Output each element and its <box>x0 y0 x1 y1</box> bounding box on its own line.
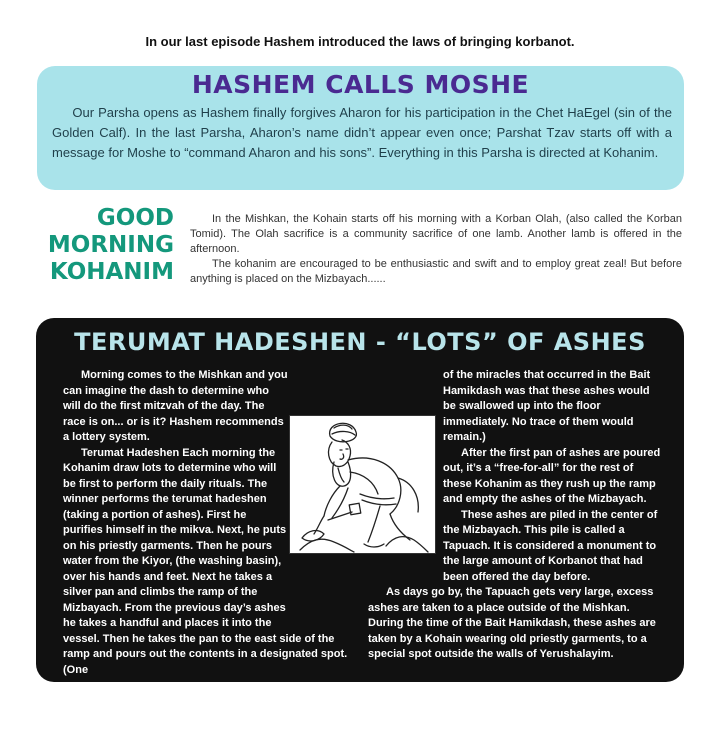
section-body <box>52 103 672 163</box>
kohain-drawing <box>290 416 435 553</box>
intro-line: In our last episode Hashem introduced the laws of bringing korbanot. <box>145 34 575 49</box>
section-title: TERUMAT HADESHEN - “LOTS” OF ASHES <box>74 328 646 356</box>
paragraph: Morning comes to the Mishkan and you can imagine the dash to determine who will do the first mitzvah of the day. The race is on... or is it? Hashem recommends a lottery system. <box>63 369 288 443</box>
good-morning-text <box>190 212 682 287</box>
kohain-illustration <box>289 415 436 554</box>
paragraph: These ashes are piled in the center of the Mizbayach. This pile is called a Tapuach. It is considered a monument to the large amount of Korbanot that had been offered the day before. <box>443 508 658 583</box>
paragraph: After the first pan of ashes are poured out, it’s a “free-for-all” for the rest of these Kohanim as they rush up the ramp and empty the ashes of the Mizbayach. <box>443 446 661 505</box>
heading-line-2: MORNING <box>47 232 174 258</box>
section-title: HASHEM CALLS MOSHE <box>191 70 530 99</box>
section-body-text: Our Parsha opens as Hashem finally forgives Aharon for his participation in the Chet HaEgel (sin of the Golden Calf). In the last Parsha, Aharon’s name didn’t appear even once; Parshat Tzav starts off with a message for Moshe to “command Aharon and his sons”. Everything in this Parsha is directed at Kohanim. <box>52 105 673 160</box>
paragraph: Terumat Hadeshen Each morning the Kohanim draw lots to determine who will be first to perform the daily rituals. The winner performs the terumat hadeshen (taking a portion of ashes). First he purifies himself in the mikva. Next, he puts on his priestly garments. Then he pours water from the Kiyor, (the washing basin), over his hands and feet. Next he takes a silver pan and climbs the ramp of the Mizbayach. From the previous day’s ashes he takes a handful and places it into the vessel. Then he takes the pan to the east side of the ramp and pours out the contents in a designated spot. (One <box>63 446 348 676</box>
paragraph: of the miracles that occurred in the Bait Hamikdash was that these ashes would be swallowed up into the floor immediately. No trace of them would remain.) <box>443 369 651 443</box>
heading-line-3: KOHANIM <box>49 259 174 285</box>
paragraph: In the Mishkan, the Kohain starts off his morning with a Korban Olah, (also called the Korban Tomid). The Olah sacrifice is a community sacrifice of one lamb. Another lamb is offered in the afternoon. <box>190 213 682 255</box>
paragraph: As days go by, the Tapuach gets very large, excess ashes are taken to a place outside of the Mishkan. During the time of the Bait Hamikdash, these ashes are taken by a Kohain wearing old priestly garments, to a special spot outside the walls of Yerushalayim. <box>368 586 656 660</box>
paragraph: The kohanim are encouraged to be enthusiastic and swift and to employ great zeal! But before anything is placed on the Mizbayach...... <box>190 258 682 285</box>
section-hashem-calls-moshe <box>37 66 684 190</box>
heading-line-1: GOOD <box>96 205 174 231</box>
section-terumat-hadeshen <box>36 318 684 682</box>
good-morning-heading <box>18 205 174 286</box>
